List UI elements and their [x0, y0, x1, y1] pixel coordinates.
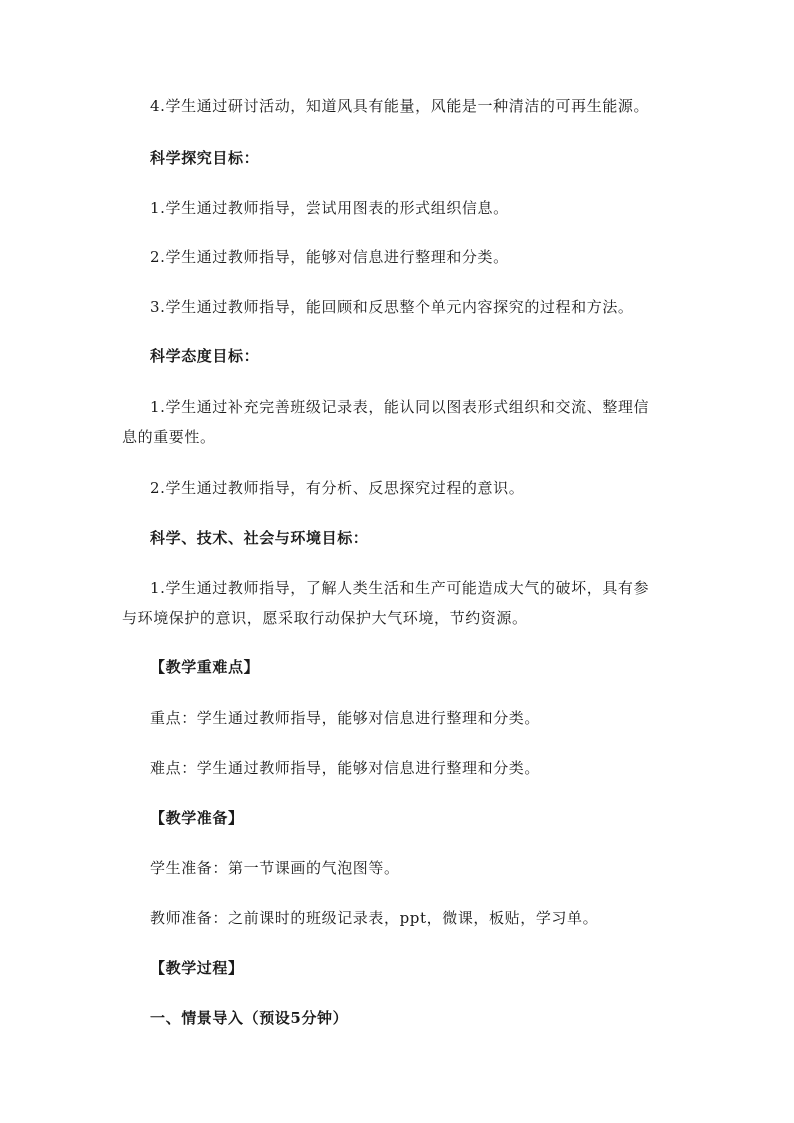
heading-key-difficult-points: 【教学重难点】 — [150, 658, 260, 676]
stse-goal-item-1-line-1: 1.学生通过教师指导，了解人类生活和生产可能造成大气的破坏，具有参 — [150, 579, 650, 597]
heading-stse-goals: 科学、技术、社会与环境目标： — [150, 529, 369, 547]
stse-goal-item-1-line-2: 与环境保护的意识，愿采取行动保护大气环境，节约资源。 — [122, 609, 528, 627]
knowledge-goal-item-4: 4.学生通过研讨活动，知道风具有能量，风能是一种清洁的可再生能源。 — [150, 97, 650, 115]
attitude-goal-item-1-line-2: 息的重要性。 — [122, 428, 216, 446]
attitude-goal-item-2: 2.学生通过教师指导，有分析、反思探究过程的意识。 — [150, 479, 525, 497]
inquiry-goal-item-3: 3.学生通过教师指导，能回顾和反思整个单元内容探究的过程和方法。 — [150, 298, 634, 316]
inquiry-goal-item-1: 1.学生通过教师指导，尝试用图表的形式组织信息。 — [150, 199, 509, 217]
process-step-1: 一、情景导入（预设5分钟） — [150, 1009, 349, 1027]
teacher-preparation: 教师准备：之前课时的班级记录表，ppt，微课，板贴，学习单。 — [150, 909, 599, 927]
difficult-point: 难点：学生通过教师指导，能够对信息进行整理和分类。 — [150, 759, 541, 777]
student-preparation: 学生准备：第一节课画的气泡图等。 — [150, 859, 400, 877]
heading-inquiry-goals: 科学探究目标： — [150, 149, 260, 167]
key-point: 重点：学生通过教师指导，能够对信息进行整理和分类。 — [150, 709, 541, 727]
heading-teaching-preparation: 【教学准备】 — [150, 809, 244, 827]
heading-teaching-process: 【教学过程】 — [150, 959, 244, 977]
heading-attitude-goals: 科学态度目标： — [150, 347, 260, 365]
attitude-goal-item-1-line-1: 1.学生通过补充完善班级记录表，能认同以图表形式组织和交流、整理信 — [150, 398, 650, 416]
inquiry-goal-item-2: 2.学生通过教师指导，能够对信息进行整理和分类。 — [150, 248, 509, 266]
